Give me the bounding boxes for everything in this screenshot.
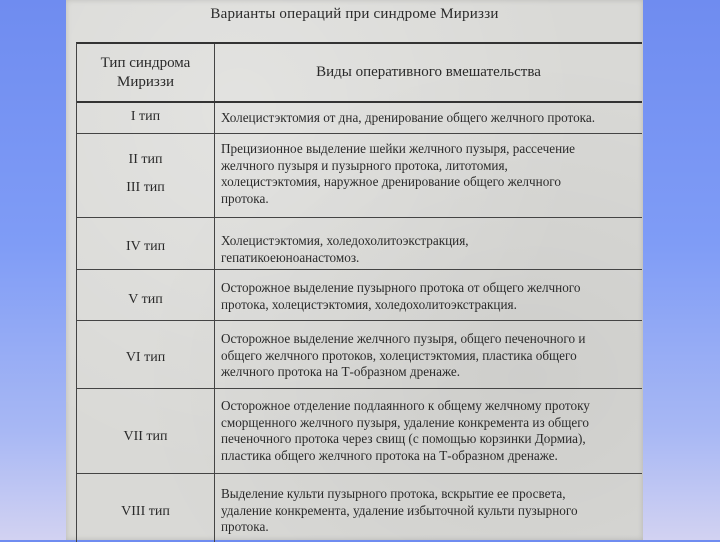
document-title: Варианты операций при синдроме Мириззи [210, 6, 499, 22]
operation-line: протока, холецистэктомия, холедохолитоэкстракция. [221, 296, 517, 312]
table-row [77, 474, 642, 542]
operation-line: желчного пузыря и пузырного протока, литотомия, [221, 157, 508, 173]
column-header-operations: Виды оперативного вмешательства [316, 64, 541, 80]
operation-line: удаление конкремента, удаление избыточной культи пузырного [221, 502, 578, 518]
type-label: VIII тип [121, 504, 170, 519]
column-header-type: Тип синдрома Мириззи [77, 44, 215, 101]
type-label: II тип [128, 152, 163, 167]
operation-line: Осторожное выделение желчного пузыря, общего печеночного и [221, 331, 586, 346]
type-label: III тип [126, 180, 165, 195]
table-row [77, 103, 642, 134]
table-row [77, 218, 642, 270]
type-cell [77, 218, 215, 269]
operation-line: Холецистэктомия от дна, дренирование общего желчного протока. [221, 110, 596, 125]
type-cell [77, 321, 215, 388]
type-label: I тип [130, 109, 161, 124]
table-row [77, 134, 642, 218]
operation-line: желчного протока на Т-образном дренаже. [221, 364, 461, 380]
operation-cell [221, 141, 636, 207]
operation-cell [221, 331, 636, 381]
type-label: V тип [128, 292, 163, 307]
table-row [77, 270, 642, 321]
operation-line: холецистэктомия, наружное дренирование общего желчного [221, 174, 561, 190]
type-label: VI тип [125, 350, 166, 365]
operation-line: протока. [221, 190, 269, 206]
operations-table [76, 42, 642, 542]
type-label: IV тип [125, 239, 166, 254]
operation-line: общего желчного протоков, холецистэктомия, пластика общего [221, 347, 577, 363]
operation-line: гепатикоеюноанастомоз. [221, 249, 360, 265]
document-page [66, 0, 643, 540]
operation-line: пластика общего желчного протока на Т-образном дренаже. [221, 447, 558, 463]
operation-cell [221, 280, 636, 313]
operation-cell [221, 486, 636, 536]
operation-line: печеночного протока через свищ (с помощью корзинки Дормиа), [221, 431, 586, 447]
type-cell [77, 134, 215, 217]
operation-line: протока. [221, 519, 269, 535]
type-cell [77, 270, 215, 320]
type-cell [77, 389, 215, 473]
operation-cell [221, 233, 636, 266]
table-row [77, 389, 642, 474]
operation-cell [221, 110, 636, 127]
operation-line: сморщенного желчного пузыря, удаление конкремента из общего [221, 414, 589, 430]
table-header [77, 44, 642, 103]
type-cell [77, 103, 215, 133]
type-label: VII тип [123, 429, 168, 444]
operation-cell [221, 398, 636, 464]
operation-line: Осторожное отделение подлаянного к общему желчному протоку [221, 398, 590, 413]
operation-line: Холецистэктомия, холедохолитоэкстракция, [221, 233, 469, 248]
operation-line: Осторожное выделение пузырного протока от общего желчного [221, 280, 581, 295]
type-cell [77, 474, 215, 542]
operation-line: Выделение культи пузырного протока, вскрытие ее просвета, [221, 486, 566, 501]
table-row [77, 321, 642, 389]
operation-line: Прецизионное выделение шейки желчного пузыря, рассечение [221, 141, 576, 156]
